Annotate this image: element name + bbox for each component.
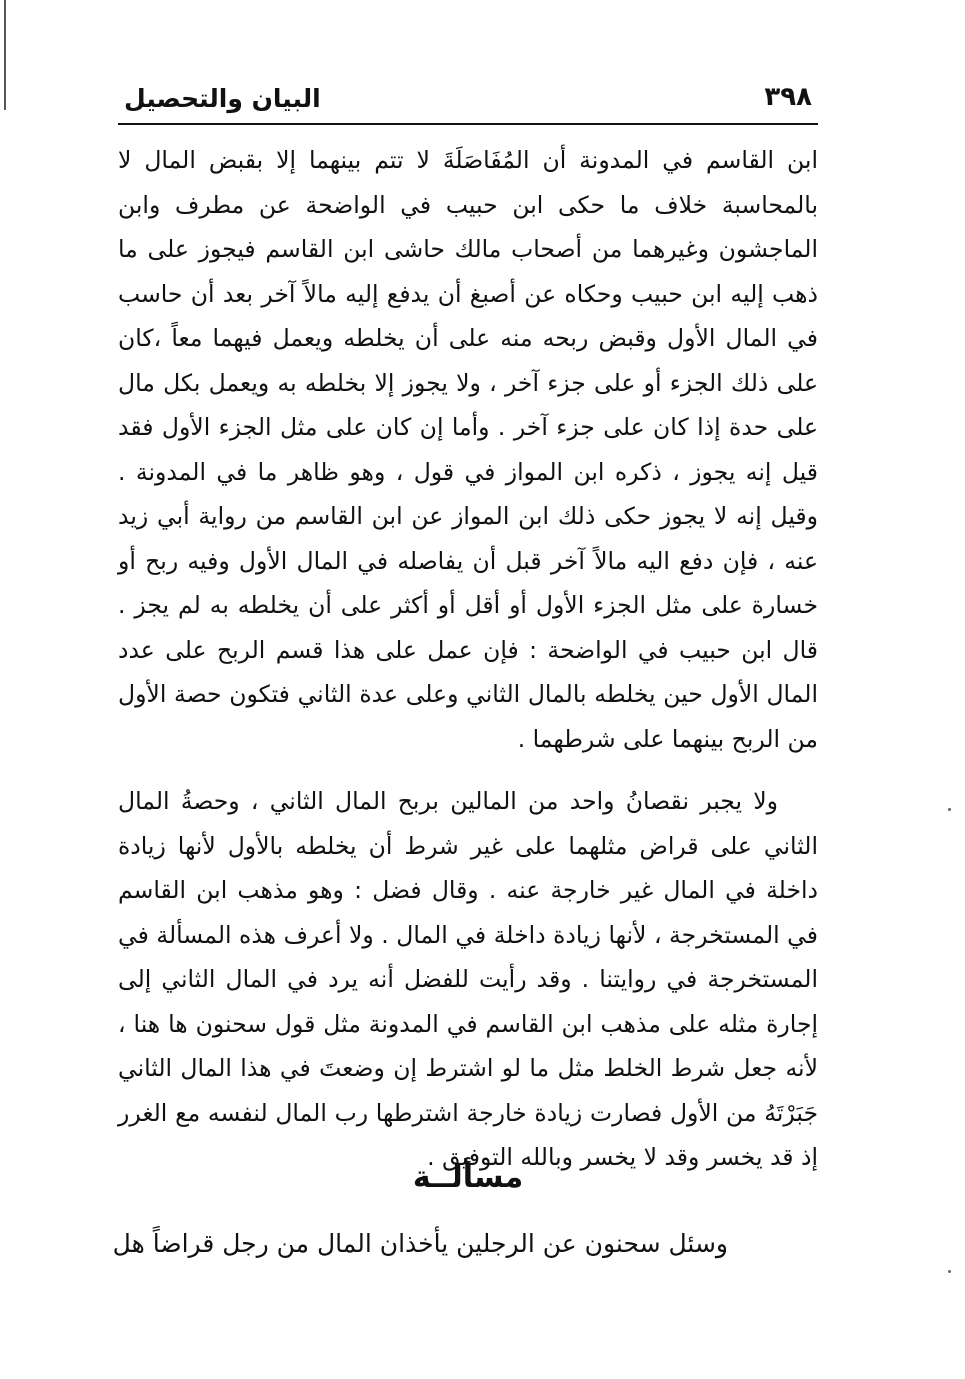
- scan-speck: [948, 1270, 951, 1273]
- paragraph: ابن القاسم في المدونة أن المُفَاصَلَةَ لا تتم بينهما إلا بقبض المال لا بالمحاسبة خلاف ما حكى ابن حبيب في الواضحة عن مطرف وابن الماجشون وغيرهما من أصحاب مالك حاشى ابن القاسم فيجوز على ما ذهب إليه ابن حبيب وحكاه عن أصبغ أن يدفع إليه مالاً آخر بعد أن حاسب في المال الأول وقبض ربحه منه على أن يخلطه ويعمل فيهما معاً ،كان على ذلك الجزء أو على جزء آخر ، ولا يجوز إلا بخلطه به ويعمل بكل مال على حدة إذا كان على جزء آخر . وأما إن كان على مثل الجزء الأول فقد قيل إنه يجوز ، ذكره ابن المواز في قول ، وهو ظاهر ما في المدونة . وقيل إنه لا يجوز حكى ذلك ابن المواز عن ابن القاسم من رواية أبي زيد عنه ، فإن دفع اليه مالاً آخر قبل أن يفاصله في المال الأول وفيه ربح أو خسارة على مثل الجزء الأول أو أقل أو أكثر على أن يخلطه به لم يجز . قال ابن حبيب في الواضحة : فإن عمل على هذا قسم الربح على عدد المال الأول حين يخلطه بالمال الثاني وعلى عدة الثاني فتكون حصة الأول من الربح بينهما على شرطهما .: [118, 146, 818, 753]
- header-divider: [118, 123, 818, 125]
- section-heading: مسألــة: [412, 1160, 524, 1195]
- page-number: ٣٩٨: [764, 82, 812, 112]
- section-first-line: وسئل سحنون عن الرجلين يأخذان المال من رجل قراضاً هل: [112, 1229, 728, 1258]
- running-title: البيان والتحصيل: [124, 84, 321, 113]
- paragraph: ولا يجبر نقصانُ واحد من المالين بربح المال الثاني ، وحصةُ المال الثاني على قراض مثلهما على غير شرط أن يخلطه بالأول لأنها زيادة داخلة في المال غير خارجة عنه . وقال فضل : وهو مذهب ابن القاسم في المستخرجة ، لأنها زيادة داخلة في المال . ولا أعرف هذه المسألة في المستخرجة في روايتنا . وقد رأيت للفضل أنه يرد في المال الثاني إلى إجارة مثله على مذهب ابن القاسم في المدونة مثل قول سحنون ها هنا ، لأنه جعل شرط الخلط مثل ما لو اشترط إن وضعتَ في هذا المال الثاني جَبَرْتَهُ من الأول فصارت زيادة خارجة اشترطها رب المال لنفسه مع الغرر إذ قد يخسر وقد لا يخسر وبالله التوفيق .: [118, 787, 818, 1171]
- page-header: [118, 78, 818, 118]
- scan-speck: [948, 808, 951, 811]
- scan-edge-mark: [4, 0, 6, 110]
- body-text: [118, 138, 818, 1180]
